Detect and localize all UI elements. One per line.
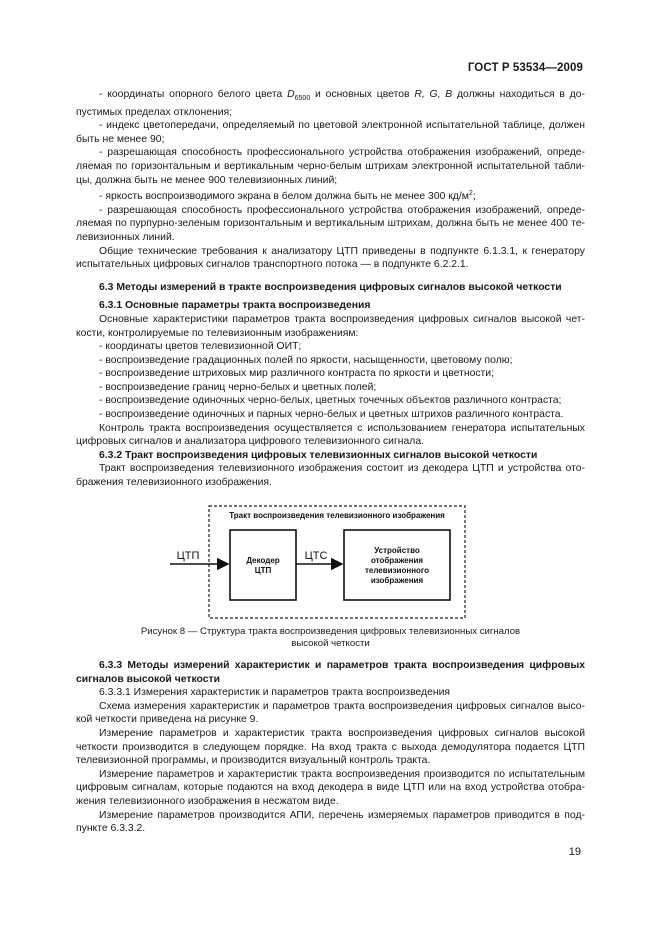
display-label-4: изображения [370,575,424,585]
figure-8-diagram [76,502,585,622]
page-number: 19 [568,846,581,858]
list-item: - воспроизведение одиночных черно-белых, цветных точечных объектов различного контраста; [99,395,562,407]
input-label: ЦТП [176,549,200,562]
display-label-2: отображения [370,555,424,565]
caption-line-1: Рисунок 8 — Структура тракта воспроизведения цифровых телевизионных сигналов [140,625,521,637]
paragraph-general-requirements: Общие технические требования к анализатору ЦТП приведены в подпункте 6.1.3.1, к генератору испытательных цифровых сигналов транспортного потока — в подпункте 6.2.2.1. [76,245,585,271]
outer-frame-label: Тракт воспроизведения телевизионного изображения [229,510,445,520]
block-diagram [76,502,585,622]
document-body [76,88,585,836]
paragraph-6-3-1-outro: Контроль тракта воспроизведения осуществляется с использованием генератора испытательных цифровых сигналов и анализатора цифрового телевизионного сигнала. [76,422,585,448]
section-heading-6-3-2: 6.3.2 Тракт воспроизведения цифровых телевизионных сигналов высокой четкости [99,449,538,461]
decoder-label-2: ЦТП [254,565,272,575]
display-label-1: Устройство [374,545,420,555]
list-item: - воспроизведение одиночных и парных черно-белых и цветных штрихов различного контраста. [99,409,564,421]
list-item: - воспроизведение штриховых мир различного контраста по яркости и цветности; [99,368,494,380]
list-item: - воспроизведение градационных полей по яркости, насыщенности, цветовому полю; [99,354,513,366]
paragraph-6-3-3-1: 6.3.3.1 Измерения характеристик и параметров тракта воспроизведения [99,687,451,699]
paragraph-6-3-3-scheme: Схема измерения характеристик и параметров тракта воспроизведения цифровых сигналов высо-кой четкости приведена на рисунке 9. [76,700,585,726]
list-item: - координаты цветов телевизионной ОИТ; [99,341,302,353]
paragraph-color-index: - индекс цветопередачи, определяемый по цветовой электронной испытательной таблице, должен быть не менее 90; [76,120,585,145]
display-label-3: телевизионного [364,565,430,575]
section-heading-6-3: 6.3 Методы измерений в тракте воспроизведения цифровых сигналов высокой четкости [99,281,562,293]
decoder-label-1: Декодер [246,555,280,565]
paragraph-6-3-3-api: Измерение параметров производится АПИ, перечень измеряемых параметров приводится в под-пункте 6.3.3.2. [76,809,585,835]
paragraph-bw-resolution: - разрешающая способность профессионального устройства отображения изображений, опреде-ляемая по горизонтальным и вертикальным черно-белым штрихам электронной испытательной табли-цы, должна быть не менее 900 телевизионных линий; [76,147,585,186]
figure-8-caption [76,626,585,650]
document-header: ГОСТ Р 53534—2009 [467,62,583,74]
paragraph-6-3-2: Тракт воспроизведения телевизионного изображения состоит из декодера ЦТП и устройства ото-бражения телевизионного изображения. [76,463,585,489]
paragraph-6-3-1-intro: Основные характеристики параметров тракта воспроизведения цифровых сигналов высокой чет-кости, контролируемые по телевизионным изображениям: [76,313,585,339]
list-item: - воспроизведение границ черно-белых и цветных полей; [99,381,377,393]
paragraph-6-3-3-order: Измерение параметров и характеристик тракта воспроизведения цифровых сигналов высокой четкости производится в следующем порядке. На вход тракта с выхода демодулятора подается ЦТП телевизионной программы, и производится визуальный контроль тракта. [76,728,585,767]
paragraph-6-3-3-test-signals: Измерение параметров и характеристик тракта воспроизведения производится по испытательным цифровым сигналам, которые подаются на вход декодера в виде ЦТП или на вход устройства отобра-жения телевизионного изображения в несжатом виде. [76,768,585,807]
paragraph-white-point: - координаты опорного белого цвета $D_{6500}$ и основных цветов R, G, B должны находиться в до-пустимых пределах отклонения; [76,89,585,118]
display-block [344,530,450,600]
paragraph-color-resolution: - разрешающая способность профессионального устройства отображения изображений, опреде-ляемая по пурпурно-зеленым горизонтальным и вертикальным штрихам, должна быть не менее 400 те-левизионных линий. [76,204,585,243]
mid-label: ЦТС [304,549,328,562]
section-heading-6-3-1: 6.3.1 Основные параметры тракта воспроизведения [99,300,371,312]
paragraph-brightness: - яркость воспроизводимого экрана в белом должна быть не менее 300 $кд/м^2$; [99,190,476,203]
decoder-block [230,530,296,600]
section-heading-6-3-3: 6.3.3 Методы измерений характеристик и параметров тракта воспроизведения цифровых сигналов высокой четкости [76,660,585,685]
caption-line-2: высокой четкости [291,637,370,649]
